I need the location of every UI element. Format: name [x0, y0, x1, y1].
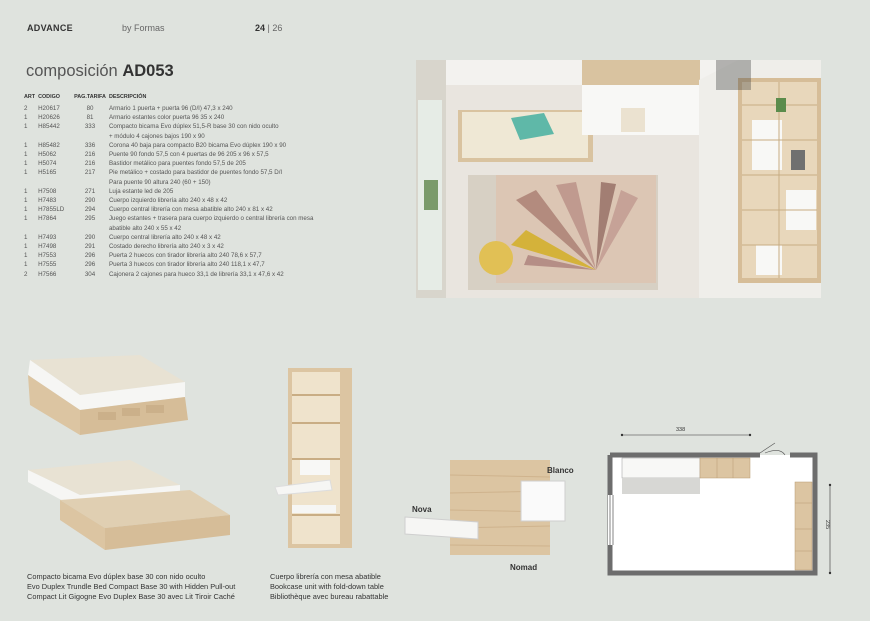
table-header: PAG.TARIFA	[74, 94, 106, 100]
page-next: 26	[272, 23, 283, 33]
table-cell-description: Armario estantes color puerta 96 35 x 240	[108, 114, 225, 122]
table-row	[24, 205, 316, 214]
table-cell-page	[74, 132, 109, 141]
table-cell-page: 81	[86, 114, 94, 122]
table-cell-page: 80	[86, 105, 94, 112]
table-row	[24, 159, 316, 168]
table-cell-page: 217	[84, 169, 96, 177]
table-cell-description: Armario 1 puerta + puerta 96 (D/I) 47,3 x 240	[108, 105, 233, 112]
table-row	[24, 104, 316, 113]
table-cell-description: Para puente 90 altura 240 (60 + 150)	[108, 178, 211, 186]
room-photo-drawing	[416, 60, 821, 298]
table-cell-code: H5062	[38, 151, 57, 159]
table-cell-code: H7508	[38, 187, 57, 195]
table-cell-description: Luja estante led de 205	[108, 187, 174, 195]
table-header: DESCRIPCIÓN	[108, 94, 147, 100]
bed-drawing	[20, 350, 238, 560]
brand-name: ADVANCE	[27, 23, 73, 33]
table-header: ART	[24, 94, 36, 100]
table-cell-code: H5165	[38, 169, 57, 177]
table-cell-description: abatible alto 240 x 55 x 42	[108, 224, 182, 232]
table-row	[24, 132, 316, 141]
table-cell-qty: 1	[24, 114, 28, 122]
page-separator: |	[267, 23, 270, 33]
bookcase-caption	[270, 572, 388, 602]
swatch-label-nova: Nova	[412, 505, 432, 514]
table-cell-qty: 1	[24, 233, 28, 241]
table-cell-qty: 1	[24, 187, 28, 195]
article-table	[24, 94, 316, 279]
table-row	[24, 113, 316, 122]
table-cell-description: + módulo 4 cajones bajos 190 x 90	[108, 132, 205, 140]
table-cell-description: Pie metálico + costado para bastidor de puentes fondo 57,5 D/I	[108, 169, 283, 177]
table-row	[24, 187, 316, 196]
table-cell-page	[74, 178, 109, 187]
table-header: CODIGO	[38, 94, 60, 100]
table-cell-code: H7483	[38, 197, 57, 205]
bookcase-caption-es: Cuerpo librería con mesa abatible	[270, 572, 381, 581]
table-header-row	[24, 94, 316, 104]
table-cell-page: 216	[84, 151, 96, 159]
table-cell-code: H85442	[38, 123, 60, 131]
table-cell-description: Cuerpo central librería con mesa abatible alto 240 x 81 x 42	[108, 206, 273, 214]
table-row	[24, 150, 316, 159]
bed-caption	[27, 572, 235, 602]
table-cell-page: 295	[84, 215, 96, 223]
brand-by: by Formas	[122, 23, 165, 33]
table-cell-qty: 1	[24, 123, 28, 131]
table-cell-description: Puerta 2 huecos con tirador librería alto 240 78,6 x 57,7	[108, 252, 262, 260]
table-cell-code: H7566	[38, 270, 57, 278]
table-cell-qty: 1	[24, 197, 28, 205]
table-row	[24, 233, 316, 242]
table-cell-qty: 2	[24, 270, 28, 278]
table-cell-page: 296	[84, 261, 96, 269]
table-cell-description: Costado derecho librería alto 240 x 3 x 42	[108, 243, 224, 251]
table-row	[24, 122, 316, 131]
table-cell-code	[38, 178, 74, 187]
table-cell-code: H7498	[38, 243, 57, 251]
table-cell-qty: 1	[24, 215, 28, 223]
table-row	[24, 214, 316, 223]
table-row	[24, 168, 316, 177]
blanco-swatch	[521, 481, 565, 521]
table-cell-description: Bastidor metálico para puentes fondo 57,5 de 205	[108, 160, 246, 168]
table-cell-qty	[24, 178, 38, 187]
table-cell-page	[74, 224, 109, 233]
table-row	[24, 196, 316, 205]
table-cell-page: 290	[84, 233, 96, 241]
table-cell-qty: 1	[24, 261, 28, 269]
page-current: 24	[255, 23, 266, 33]
table-cell-page: 291	[84, 243, 96, 251]
table-cell-code: H85482	[38, 141, 60, 149]
table-cell-qty: 1	[24, 141, 28, 149]
table-cell-code: H7855LD	[38, 206, 65, 214]
table-cell-qty	[24, 224, 38, 233]
table-cell-code: H7493	[38, 233, 57, 241]
room-photo	[416, 60, 821, 298]
table-cell-description: Juego estantes + trasera para cuerpo izquierdo o central librería con mesa	[108, 215, 314, 223]
table-cell-page: 304	[84, 270, 96, 278]
table-body	[24, 104, 316, 279]
table-cell-qty: 1	[24, 206, 28, 214]
table-cell-qty: 2	[24, 105, 28, 112]
bed-caption-en: Evo Duplex Trundle Bed Compact Base 30 with Hidden Pull-out	[27, 582, 236, 591]
table-row	[24, 260, 316, 269]
table-cell-description: Compacto bicama Evo dúplex 51,5-R base 30 con nido oculto	[108, 123, 279, 131]
bookcase-caption-fr: Bibliothèque avec bureau rabattable	[270, 592, 389, 601]
table-cell-code	[38, 224, 74, 233]
table-row	[24, 178, 316, 187]
table-cell-qty: 1	[24, 151, 28, 159]
table-cell-page: 296	[84, 252, 96, 260]
table-cell-page: 336	[84, 141, 96, 149]
plan-width-label: 338	[676, 427, 686, 433]
bookcase-drawing	[270, 365, 355, 550]
bed-caption-fr: Compact Lit Gigogne Evo Duplex Base 30 avec Lit Tiroir Caché	[27, 592, 235, 601]
table-cell-description: Puente 90 fondo 57,5 con 4 puertas de 96 205 x 96 x 57,5	[108, 151, 269, 159]
table-row	[24, 270, 316, 279]
bed-caption-es: Compacto bicama Evo dúplex base 30 con nido oculto	[27, 572, 206, 581]
table-cell-page: 333	[84, 123, 96, 131]
table-cell-description: Cuerpo izquierdo librería alto 240 x 48 x 42	[108, 197, 228, 205]
table-cell-qty: 1	[24, 252, 28, 260]
table-row	[24, 224, 316, 233]
table-row	[24, 141, 316, 150]
table-cell-qty: 1	[24, 243, 28, 251]
table-cell-page: 290	[84, 197, 96, 205]
floor-plan	[600, 425, 845, 585]
table-cell-code	[38, 132, 74, 141]
swatch-label-blanco: Blanco	[547, 466, 574, 475]
table-cell-code: H7553	[38, 252, 57, 260]
table-cell-qty	[24, 132, 38, 141]
title-code: AD053	[122, 62, 174, 80]
swatch-label-nomad: Nomad	[510, 563, 538, 572]
table-cell-page: 294	[84, 206, 96, 214]
table-row	[24, 251, 316, 260]
table-cell-page: 216	[84, 160, 96, 168]
table-row	[24, 242, 316, 251]
table-cell-description: Puerta 3 huecos con tirador librería alto 240 118,1 x 47,7	[108, 261, 265, 269]
page-title	[26, 62, 174, 81]
table-cell-page: 271	[84, 187, 96, 195]
table-cell-code: H20617	[38, 105, 60, 112]
table-cell-description: Cajonera 2 cajones para hueco 33,1 de librería 33,1 x 47,6 x 42	[108, 270, 284, 278]
table-cell-code: H5074	[38, 160, 57, 168]
table-cell-code: H7555	[38, 261, 57, 269]
table-cell-qty: 1	[24, 169, 28, 177]
table-cell-code: H20626	[38, 114, 60, 122]
table-cell-description: Corona 40 baja para compacto B20 bicama Evo dúplex 190 x 90	[108, 141, 287, 149]
page-numbers	[255, 23, 282, 33]
bookcase-caption-en: Bookcase unit with fold-down table	[270, 582, 384, 591]
plan-height-label: 235	[824, 520, 830, 530]
table-cell-description: Cuerpo central librería alto 240 x 48 x 42	[108, 233, 221, 241]
table-cell-qty: 1	[24, 160, 28, 168]
title-prefix: composición	[26, 62, 118, 80]
table-cell-code: H7864	[38, 215, 57, 223]
